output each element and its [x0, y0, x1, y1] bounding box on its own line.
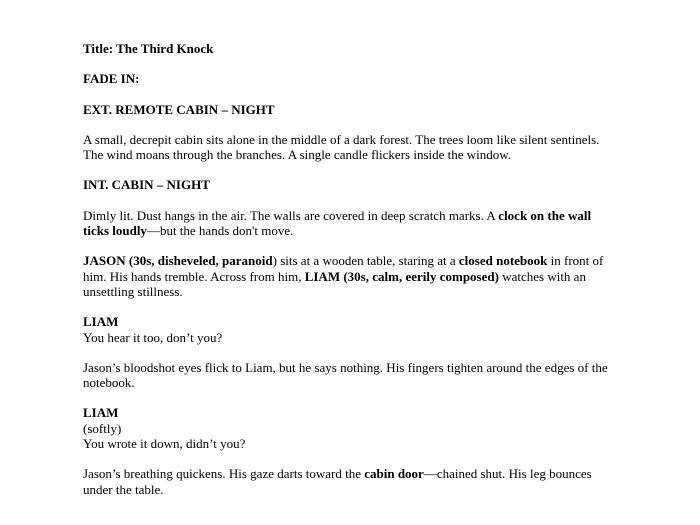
action-3-emphasis-notebook: closed notebook	[458, 253, 548, 269]
character-cue-liam-2: LIAM	[83, 405, 119, 421]
action-3-text-1: ) sits at a wooden table, staring at a	[272, 253, 459, 269]
action-paragraph-1: A small, decrepit cabin sits alone in the middle of a dark forest. The trees loom like silent sentinels. The wind moans through the branches. A single candle flickers inside the window.	[83, 131, 600, 163]
parenthetical-softly: (softly)	[83, 420, 122, 436]
character-cue-liam-1: LIAM	[83, 314, 119, 330]
scene-heading-ext-remote-cabin: EXT. REMOTE CABIN – NIGHT	[83, 101, 275, 117]
document-title: Title: The Third Knock	[83, 41, 214, 56]
action-5-text-1: Jason’s breathing quickens. His gaze darts toward the	[83, 466, 365, 482]
action-paragraph-2	[83, 208, 620, 239]
scene-heading-int-cabin: INT. CABIN – NIGHT	[83, 177, 210, 193]
dialogue-line-2: You wrote it down, didn’t you?	[83, 436, 246, 452]
character-intro-jason: JASON (30s, disheveled, paranoid	[83, 253, 273, 269]
transition-fade-in: FADE IN:	[83, 71, 140, 87]
action-3-text-3: watches with an unsettling stillness.	[83, 268, 586, 299]
action-paragraph-4: Jason’s bloodshot eyes flick to Liam, but he says nothing. His fingers tighten around the edges of the notebook.	[83, 359, 608, 391]
screenplay-body	[83, 41, 620, 497]
action-2-text-1: Dimly lit. Dust hangs in the air. The walls are covered in deep scratch marks. A	[83, 207, 499, 223]
dialogue-line-1: You hear it too, don’t you?	[83, 329, 223, 345]
action-5-text-2: —chained shut. His leg bounces under the table.	[83, 466, 592, 497]
action-5-emphasis-cabin-door: cabin door	[364, 466, 424, 482]
action-paragraph-3	[83, 253, 620, 299]
action-paragraph-5	[83, 466, 620, 497]
dialogue-block-1	[83, 314, 620, 345]
dialogue-block-2	[83, 405, 620, 451]
action-2-text-2: —but the hands don't move.	[146, 223, 294, 239]
action-2-emphasis-clock: clock on the wall ticks loudly	[83, 207, 592, 239]
character-intro-liam: LIAM (30s, calm, eerily composed)	[304, 268, 499, 284]
action-3-text-2: in front of him. His hands tremble. Across from him,	[83, 253, 604, 284]
